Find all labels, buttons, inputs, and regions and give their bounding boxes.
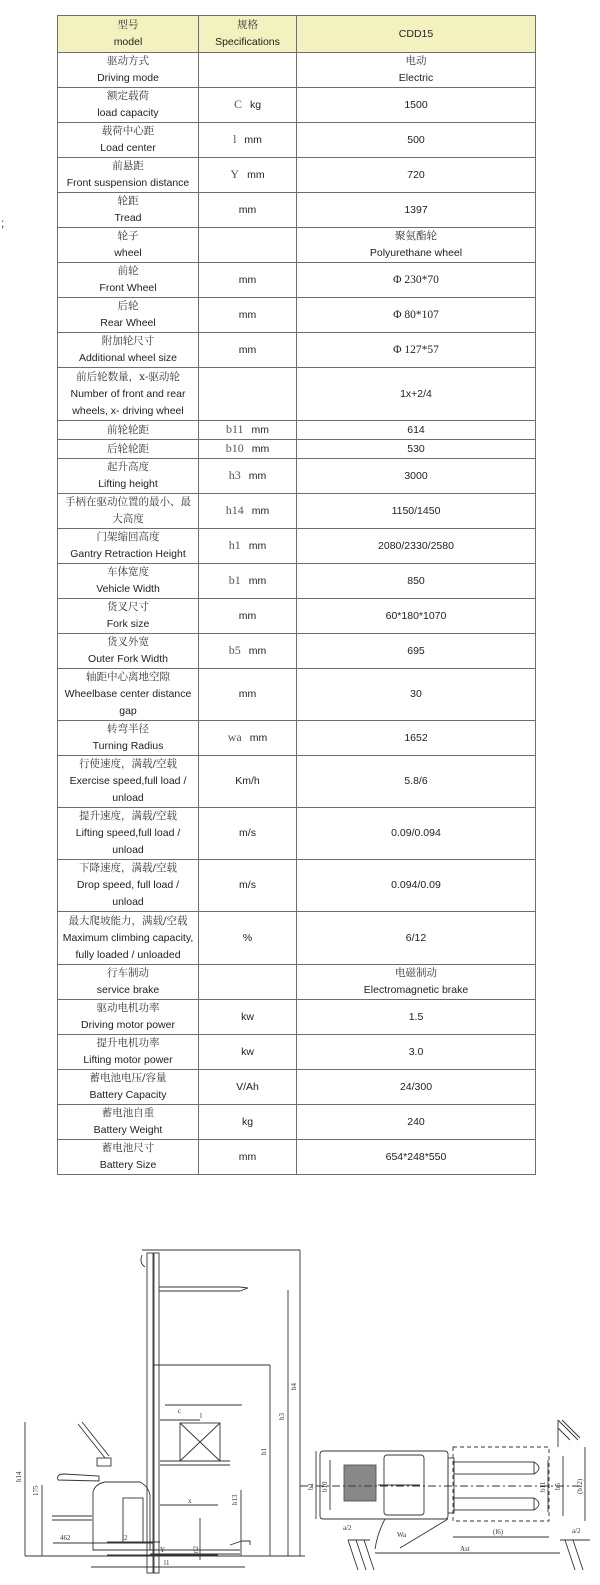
param-name-zh: 手柄在驱动位置的最小、最大高度 <box>65 496 191 525</box>
svg-text:b1: b1 <box>307 1483 315 1490</box>
value: 1397 <box>404 203 428 216</box>
spec-unit-cell <box>199 193 297 228</box>
unit: mm <box>249 732 268 744</box>
value-cell <box>297 440 536 459</box>
param-name-en: Number of front and rear wheels, x- driving wheel <box>70 387 186 417</box>
unit: mm <box>248 645 267 657</box>
param-name-cell <box>58 228 199 263</box>
param-name-cell <box>58 965 199 1000</box>
table-row <box>58 53 536 88</box>
top-view-drawing <box>300 1420 590 1570</box>
dimension-symbol: C <box>233 97 242 111</box>
unit: mm <box>238 609 257 622</box>
param-name-en: Battery Weight <box>93 1124 163 1136</box>
param-name-zh: 蓄电池电压/容量 <box>89 1072 167 1084</box>
header-model <box>58 16 199 53</box>
table-row <box>58 333 536 368</box>
value-cell <box>297 564 536 599</box>
spec-unit-cell <box>199 1140 297 1175</box>
spec-unit-cell <box>199 1105 297 1140</box>
value-cell <box>297 529 536 564</box>
param-name-zh: 起升高度 <box>107 461 149 473</box>
param-name-zh: 最大爬坡能力，满载/空载 <box>68 914 188 927</box>
value: 5.8/6 <box>404 775 428 787</box>
svg-text:(b12): (b12) <box>576 1478 584 1494</box>
table-row <box>58 965 536 1000</box>
param-name-zh: 轮子 <box>117 230 139 242</box>
param-name-zh: 附加轮尺寸 <box>101 335 155 347</box>
dimension-symbol: h1 <box>228 538 241 552</box>
value-cell <box>297 193 536 228</box>
svg-text:h13: h13 <box>231 1494 239 1505</box>
param-name-zh: 行使速度，满载/空载 <box>78 758 178 770</box>
value: Polyurethane wheel <box>369 247 463 259</box>
param-name-en: service brake <box>96 984 160 996</box>
value-cell <box>297 158 536 193</box>
param-name-zh: 后轮轮距 <box>107 442 149 455</box>
value: 2080/2330/2580 <box>378 539 454 552</box>
param-name-zh: 下降速度，满载/空载 <box>78 862 178 874</box>
value: 3000 <box>404 469 428 482</box>
table-row <box>58 756 536 808</box>
table-row <box>58 912 536 965</box>
value-cell <box>297 298 536 333</box>
svg-text:b5: b5 <box>554 1483 562 1490</box>
value-cell <box>297 333 536 368</box>
spec-unit-cell <box>199 529 297 564</box>
value: 1652 <box>404 731 428 744</box>
side-view-labels <box>15 1383 298 1568</box>
value: 1.5 <box>408 1010 424 1023</box>
param-name-zh: 提升速度，满载/空载 <box>78 810 178 822</box>
value-cell <box>297 123 536 158</box>
svg-text:l2: l2 <box>122 1534 128 1542</box>
spec-unit-cell <box>199 88 297 123</box>
param-name-en: Drop speed, full load / unload <box>76 879 180 908</box>
param-name-en: Driving motor power <box>81 1019 175 1031</box>
spec-table <box>57 15 536 1175</box>
unit: mm <box>238 343 257 356</box>
value: 24/300 <box>399 1080 433 1093</box>
unit: mm <box>248 575 267 587</box>
param-name-en: Turning Radius <box>92 740 164 752</box>
value-cell <box>297 599 536 634</box>
table-row <box>58 808 536 860</box>
value: Electric <box>398 72 434 84</box>
param-name-zh: 前后轮数量，x-驱动轮 <box>76 370 180 383</box>
param-name-cell <box>58 1105 199 1140</box>
param-name-cell <box>58 459 199 494</box>
unit: m/s <box>239 827 256 839</box>
param-name-en: Additional wheel size <box>78 352 178 364</box>
spec-unit-cell <box>199 1070 297 1105</box>
table-row <box>58 1140 536 1175</box>
spec-unit-cell <box>199 965 297 1000</box>
table-row <box>58 459 536 494</box>
param-name-en: Maximum climbing capacity, fully loaded / unloaded <box>62 931 194 961</box>
value: 654*248*550 <box>385 1150 447 1163</box>
param-name-en: Fork size <box>106 618 150 630</box>
unit: mm <box>251 424 270 436</box>
param-name-en: Rear Wheel <box>100 317 156 329</box>
param-name-en: load capacity <box>97 107 159 119</box>
value-cell <box>297 1035 536 1070</box>
value-cell <box>297 368 536 421</box>
unit: mm <box>244 134 262 146</box>
technical-drawings <box>0 1225 600 1585</box>
param-name-cell <box>58 298 199 333</box>
spec-unit-cell <box>199 123 297 158</box>
value: Electromagnetic brake <box>363 984 469 996</box>
header-specifications <box>199 16 297 53</box>
svg-text:h1: h1 <box>260 1448 268 1455</box>
header-spec-zh: 规格 <box>237 19 258 31</box>
dimension-symbol: h3 <box>228 468 241 482</box>
value: 240 <box>407 1115 425 1128</box>
param-name-en: Lifting height <box>98 478 158 490</box>
table-row <box>58 529 536 564</box>
value: 614 <box>407 423 425 436</box>
value-cell <box>297 912 536 965</box>
unit: m/s <box>239 879 256 891</box>
param-name-zh: 载荷中心距 <box>101 125 155 137</box>
spec-unit-cell <box>199 494 297 529</box>
table-row <box>58 599 536 634</box>
value-cell <box>297 228 536 263</box>
value-cell <box>297 669 536 721</box>
param-name-cell <box>58 1070 199 1105</box>
param-name-en: Vehicle Width <box>96 583 160 595</box>
param-name-cell <box>58 158 199 193</box>
param-name-cell <box>58 88 199 123</box>
param-name-en: Battery Size <box>99 1159 157 1171</box>
svg-text:462: 462 <box>60 1534 71 1542</box>
svg-text:b10: b10 <box>321 1481 329 1492</box>
value: 720 <box>407 168 425 181</box>
unit: mm <box>238 1150 257 1163</box>
param-name-en: Driving mode <box>97 72 159 84</box>
dimension-symbol: wa <box>227 730 242 744</box>
param-name-zh: 车体宽度 <box>107 566 149 578</box>
spec-unit-cell <box>199 1000 297 1035</box>
table-row <box>58 193 536 228</box>
param-name-cell <box>58 564 199 599</box>
header-model-zh: 型号 <box>117 19 139 31</box>
table-row <box>58 158 536 193</box>
value-cell <box>297 1105 536 1140</box>
value: 0.09/0.094 <box>391 827 441 839</box>
value-cell <box>297 1140 536 1175</box>
value-cell <box>297 263 536 298</box>
param-name-cell <box>58 123 199 158</box>
param-name-cell <box>58 1140 199 1175</box>
dimension-symbol: Y <box>230 167 240 181</box>
param-name-en: Wheelbase center distance gap <box>64 688 192 717</box>
param-name-zh: 后轮 <box>117 300 139 312</box>
param-name-cell <box>58 368 199 421</box>
unit: mm <box>251 443 270 455</box>
value: Φ 127*57 <box>393 343 439 356</box>
value: 30 <box>410 688 422 700</box>
spec-unit-cell <box>199 564 297 599</box>
svg-text:l1: l1 <box>164 1559 170 1567</box>
param-name-cell <box>58 912 199 965</box>
param-name-cell <box>58 634 199 669</box>
param-name-cell <box>58 669 199 721</box>
unit: mm <box>248 540 267 552</box>
table-row <box>58 263 536 298</box>
value-cell <box>297 459 536 494</box>
table-header-row <box>58 16 536 53</box>
svg-text:175: 175 <box>32 1485 40 1496</box>
svg-text:Wa: Wa <box>397 1531 407 1539</box>
param-name-en: Gantry Retraction Height <box>70 548 186 560</box>
table-row <box>58 88 536 123</box>
value-cell <box>297 634 536 669</box>
table-row <box>58 298 536 333</box>
table-row <box>58 440 536 459</box>
spec-unit-cell <box>199 368 297 421</box>
dimension-symbol: b5 <box>228 643 241 657</box>
spec-unit-cell <box>199 459 297 494</box>
value-cell <box>297 421 536 440</box>
svg-text:Y: Y <box>160 1546 166 1554</box>
spec-unit-cell <box>199 756 297 808</box>
value-cell <box>297 965 536 1000</box>
spec-unit-cell <box>199 912 297 965</box>
param-name-en: Front suspension distance <box>66 177 190 189</box>
param-name-zh: 轮距 <box>117 195 139 207</box>
spec-unit-cell <box>199 228 297 263</box>
value-cell <box>297 1000 536 1035</box>
param-name-en: Lifting motor power <box>83 1054 173 1066</box>
value: 530 <box>407 442 425 455</box>
svg-text:x: x <box>188 1497 192 1505</box>
param-name-zh: 蓄电池自重 <box>101 1107 155 1119</box>
value-cell <box>297 88 536 123</box>
side-view-drawing <box>25 1250 305 1573</box>
table-row <box>58 634 536 669</box>
table-row <box>58 494 536 529</box>
unit: mm <box>251 505 270 517</box>
stray-semicolon: ; <box>1 216 5 230</box>
param-name-zh: 门架缩回高度 <box>96 531 160 543</box>
svg-text:h14: h14 <box>15 1471 23 1482</box>
param-name-cell <box>58 860 199 912</box>
spec-unit-cell <box>199 669 297 721</box>
table-row <box>58 421 536 440</box>
value: 3.0 <box>408 1045 424 1058</box>
param-name-zh: 行车制动 <box>107 967 149 979</box>
spec-unit-cell <box>199 263 297 298</box>
param-name-cell <box>58 808 199 860</box>
unit: mm <box>248 470 267 482</box>
param-name-zh: 驱动方式 <box>107 55 149 67</box>
value-cell <box>297 1070 536 1105</box>
param-name-zh: 驱动电机功率 <box>96 1002 160 1014</box>
value: 0.094/0.09 <box>391 879 441 891</box>
param-name-cell <box>58 440 199 459</box>
value-zh: 聚氨酯轮 <box>395 230 437 242</box>
spec-unit-cell <box>199 333 297 368</box>
dimension-symbol: b1 <box>228 573 241 587</box>
unit: mm <box>238 308 257 321</box>
value: 60*180*1070 <box>385 609 447 622</box>
spec-unit-cell <box>199 808 297 860</box>
svg-text:l: l <box>200 1412 202 1420</box>
unit: % <box>242 931 253 944</box>
param-name-zh: 前轮轮距 <box>107 423 149 436</box>
unit: mm <box>238 203 257 216</box>
param-name-en: Tread <box>114 212 142 224</box>
table-row <box>58 368 536 421</box>
dimension-symbol: b10 <box>225 441 244 455</box>
param-name-zh: 转弯半径 <box>107 723 149 735</box>
param-name-cell <box>58 756 199 808</box>
unit: kw <box>241 1010 254 1023</box>
unit: V/Ah <box>236 1080 259 1093</box>
spec-unit-cell <box>199 860 297 912</box>
svg-text:(l6): (l6) <box>493 1528 504 1536</box>
param-name-en: Battery Capacity <box>89 1089 167 1101</box>
svg-text:a/2: a/2 <box>572 1527 581 1535</box>
table-row <box>58 1000 536 1035</box>
param-name-en: Exercise speed,full load / unload <box>69 775 187 804</box>
value-zh: 电磁制动 <box>395 967 437 979</box>
param-name-zh: 额定载荷 <box>107 90 149 102</box>
unit: Km/h <box>235 775 260 787</box>
param-name-zh: 前悬距 <box>112 160 144 172</box>
spec-unit-cell <box>199 599 297 634</box>
svg-text:h3: h3 <box>278 1413 286 1420</box>
spec-unit-cell <box>199 53 297 88</box>
value: Φ 80*107 <box>393 308 439 321</box>
param-name-en: Outer Fork Width <box>88 653 168 665</box>
spec-unit-cell <box>199 721 297 756</box>
param-name-cell <box>58 721 199 756</box>
svg-text:b11: b11 <box>539 1481 547 1492</box>
value-cell <box>297 860 536 912</box>
param-name-cell <box>58 421 199 440</box>
table-row <box>58 123 536 158</box>
value-cell <box>297 808 536 860</box>
param-name-cell <box>58 333 199 368</box>
svg-text:h4: h4 <box>290 1383 298 1390</box>
value: 1x+2/4 <box>400 387 432 400</box>
table-row <box>58 669 536 721</box>
param-name-zh: 提升电机功率 <box>96 1037 160 1049</box>
param-name-cell <box>58 1035 199 1070</box>
value: 1500 <box>404 98 428 111</box>
spec-unit-cell <box>199 1035 297 1070</box>
dimension-symbol: b11 <box>225 422 244 436</box>
value-cell <box>297 721 536 756</box>
table-row <box>58 228 536 263</box>
param-name-zh: 蓄电池尺寸 <box>101 1142 155 1154</box>
svg-text:c: c <box>178 1407 182 1415</box>
value-cell <box>297 494 536 529</box>
param-name-en: Lifting speed,full load / unload <box>75 827 181 856</box>
svg-text:Ast: Ast <box>460 1545 470 1553</box>
param-name-zh: 货叉外宽 <box>107 636 149 648</box>
unit: mm <box>238 273 257 286</box>
param-name-cell <box>58 599 199 634</box>
param-name-en: Front Wheel <box>99 282 157 294</box>
dimension-symbol: l <box>233 132 237 146</box>
spec-unit-cell <box>199 440 297 459</box>
table-row <box>58 564 536 599</box>
param-name-en: Load center <box>100 142 156 154</box>
header-model-en: model <box>113 36 143 48</box>
table-row <box>58 1070 536 1105</box>
value: 500 <box>407 133 425 146</box>
spec-unit-cell <box>199 634 297 669</box>
unit: kg <box>241 1115 254 1128</box>
param-name-zh: 货叉尺寸 <box>107 601 149 613</box>
value-zh: 电动 <box>405 55 427 67</box>
spec-unit-cell <box>199 421 297 440</box>
spec-unit-cell <box>199 298 297 333</box>
value: 6/12 <box>405 931 427 944</box>
param-name-cell <box>58 494 199 529</box>
svg-text:a/2: a/2 <box>343 1524 352 1532</box>
table-row <box>58 1105 536 1140</box>
unit: kg <box>249 99 262 111</box>
param-name-zh: 轴距中心离地空隙 <box>86 671 170 683</box>
value: 695 <box>407 644 425 657</box>
value-cell <box>297 756 536 808</box>
value: 850 <box>407 574 425 587</box>
unit: mm <box>247 169 265 181</box>
unit: mm <box>238 688 257 700</box>
param-name-en: wheel <box>114 247 142 259</box>
svg-text:m2: m2 <box>192 1546 200 1555</box>
param-name-cell <box>58 529 199 564</box>
param-name-cell <box>58 263 199 298</box>
table-row <box>58 1035 536 1070</box>
unit: kw <box>241 1045 254 1058</box>
header-model-name: CDD15 <box>297 16 536 53</box>
header-spec-en: Specifications <box>215 36 280 48</box>
param-name-cell <box>58 53 199 88</box>
value-cell <box>297 53 536 88</box>
spec-unit-cell <box>199 158 297 193</box>
table-row <box>58 721 536 756</box>
param-name-zh: 前轮 <box>117 265 139 277</box>
value: Φ 230*70 <box>393 273 439 286</box>
param-name-cell <box>58 193 199 228</box>
value: 1150/1450 <box>391 504 441 517</box>
table-row <box>58 860 536 912</box>
dimension-symbol: h14 <box>225 503 244 517</box>
param-name-cell <box>58 1000 199 1035</box>
